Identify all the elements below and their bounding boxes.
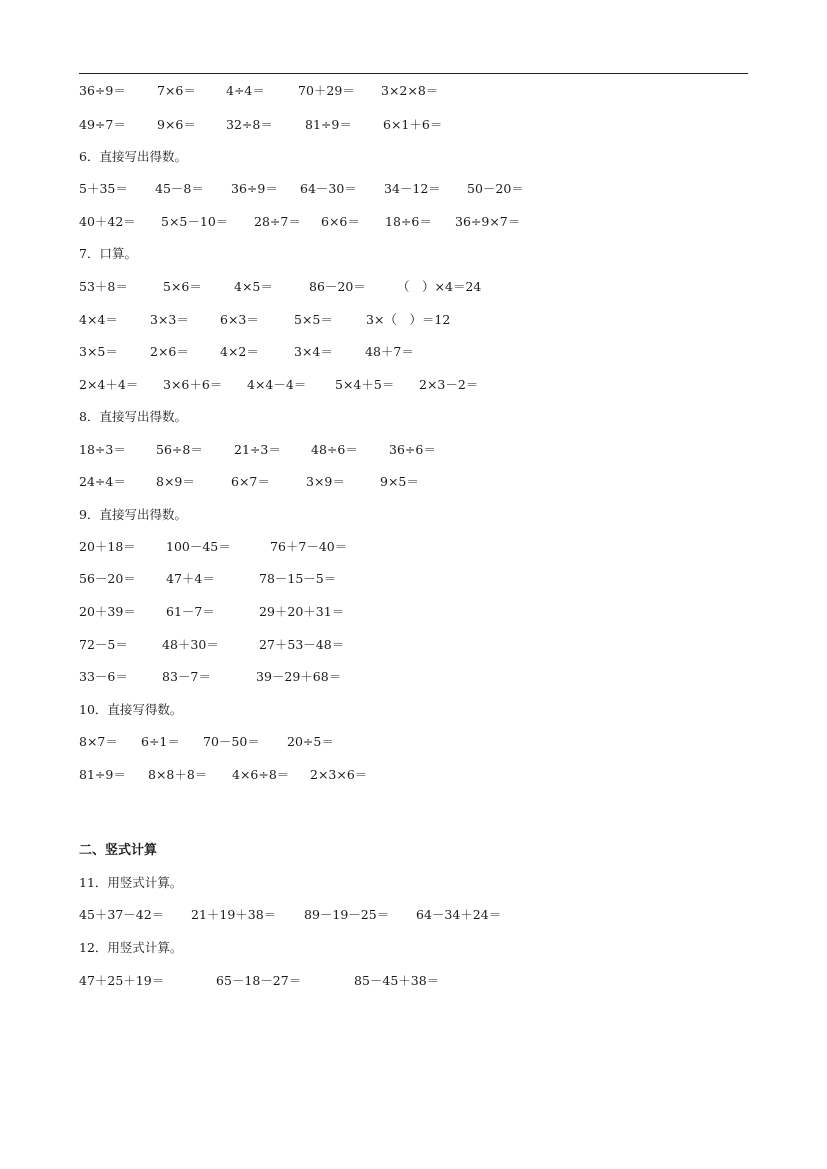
- problem: 64－30＝: [300, 181, 357, 196]
- q12-heading: 12．用竖式计算。: [79, 940, 183, 955]
- problem: 20＋18＝: [79, 539, 136, 554]
- problem: 7×6＝: [157, 83, 196, 98]
- problem: 36÷9＝: [231, 181, 278, 196]
- problem: 85－45＋38＝: [354, 973, 440, 988]
- problem: 3×6＋6＝: [163, 377, 223, 392]
- problem: 2×6＝: [150, 344, 189, 359]
- problem: 56÷8＝: [156, 442, 203, 457]
- problem: 8×8＋8＝: [148, 767, 208, 782]
- problem: 20÷5＝: [287, 734, 334, 749]
- problem: 33－6＝: [79, 669, 128, 684]
- problem: 100－45＝: [166, 539, 231, 554]
- problem: 48÷6＝: [311, 442, 358, 457]
- problem: 8×9＝: [156, 474, 195, 489]
- problem: 18÷3＝: [79, 442, 126, 457]
- problem: 50－20＝: [467, 181, 524, 196]
- problem: 47＋25＋19＝: [79, 973, 165, 988]
- q10-heading: 10．直接写得数。: [79, 702, 183, 717]
- problem: 3×3＝: [150, 312, 189, 327]
- problem: 24÷4＝: [79, 474, 126, 489]
- problem: 45＋37－42＝: [79, 907, 165, 922]
- problem: 3×（ ）＝12: [366, 312, 451, 327]
- problem: 76＋7－40＝: [270, 539, 348, 554]
- problem: 2×4＋4＝: [79, 377, 139, 392]
- top-rule: [79, 73, 748, 74]
- problem: 40＋42＝: [79, 214, 136, 229]
- problem: 36÷9×7＝: [455, 214, 521, 229]
- q7-heading: 7．口算。: [79, 246, 137, 261]
- problem: 47＋4＝: [166, 571, 215, 586]
- problem: 36÷9＝: [79, 83, 126, 98]
- problem: 20＋39＝: [79, 604, 136, 619]
- problem: 34－12＝: [384, 181, 441, 196]
- problem: 4×5＝: [234, 279, 273, 294]
- problem: 9×5＝: [380, 474, 419, 489]
- problem: 6×3＝: [220, 312, 259, 327]
- problem: 8×7＝: [79, 734, 118, 749]
- q6-heading: 6．直接写出得数。: [79, 149, 187, 164]
- problem: 21÷3＝: [234, 442, 281, 457]
- problem: 70＋29＝: [298, 83, 355, 98]
- problem: 49÷7＝: [79, 117, 126, 132]
- problem: 18÷6＝: [385, 214, 432, 229]
- problem: 4×4－4＝: [247, 377, 307, 392]
- problem: 5×6＝: [163, 279, 202, 294]
- problem: 39－29＋68＝: [256, 669, 342, 684]
- problem: 5×4＋5＝: [335, 377, 395, 392]
- problem: 72－5＝: [79, 637, 128, 652]
- problem: 3×9＝: [306, 474, 345, 489]
- q9-heading: 9．直接写出得数。: [79, 507, 187, 522]
- problem: 21＋19＋38＝: [191, 907, 277, 922]
- problem: 4÷4＝: [226, 83, 265, 98]
- problem: 53＋8＝: [79, 279, 128, 294]
- problem: 5×5－10＝: [161, 214, 229, 229]
- problem: 81÷9＝: [305, 117, 352, 132]
- problem: 6×6＝: [321, 214, 360, 229]
- problem: 9×6＝: [157, 117, 196, 132]
- problem: 5×5＝: [294, 312, 333, 327]
- problem: 89－19－25＝: [304, 907, 390, 922]
- q11-heading: 11．用竖式计算。: [79, 875, 183, 890]
- problem: 61－7＝: [166, 604, 215, 619]
- problem: （ ）×4＝24: [397, 279, 482, 294]
- problem: 4×2＝: [220, 344, 259, 359]
- problem: 45－8＝: [155, 181, 204, 196]
- problem: 6×7＝: [231, 474, 270, 489]
- problem: 70－50＝: [203, 734, 260, 749]
- problem: 2×3－2＝: [419, 377, 479, 392]
- problem: 4×6÷8＝: [232, 767, 290, 782]
- problem: 29＋20＋31＝: [259, 604, 345, 619]
- problem: 83－7＝: [162, 669, 211, 684]
- section-2-title: 二、竖式计算: [79, 843, 158, 858]
- problem: 3×5＝: [79, 344, 118, 359]
- problem: 78－15－5＝: [259, 571, 337, 586]
- problem: 6÷1＝: [141, 734, 180, 749]
- problem: 6×1＋6＝: [383, 117, 443, 132]
- problem: 28÷7＝: [254, 214, 301, 229]
- problem: 4×4＝: [79, 312, 118, 327]
- problem: 27＋53－48＝: [259, 637, 345, 652]
- problem: 64－34＋24＝: [416, 907, 502, 922]
- problem: 48＋7＝: [365, 344, 414, 359]
- problem: 36÷6＝: [389, 442, 436, 457]
- problem: 48＋30＝: [162, 637, 219, 652]
- problem: 32÷8＝: [226, 117, 273, 132]
- problem: 5＋35＝: [79, 181, 128, 196]
- problem: 3×4＝: [294, 344, 333, 359]
- problem: 56－20＝: [79, 571, 136, 586]
- q8-heading: 8．直接写出得数。: [79, 409, 187, 424]
- problem: 86－20＝: [309, 279, 366, 294]
- problem: 3×2×8＝: [381, 83, 439, 98]
- problem: 81÷9＝: [79, 767, 126, 782]
- problem: 65－18－27＝: [216, 973, 302, 988]
- problem: 2×3×6＝: [310, 767, 368, 782]
